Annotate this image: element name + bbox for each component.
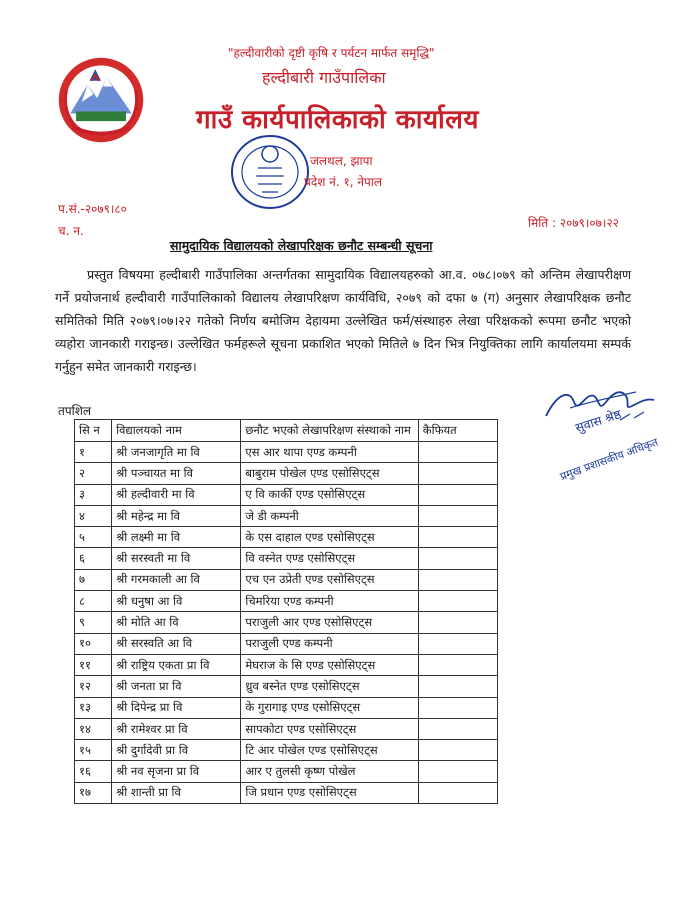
audit-firm-cell: मेघराज के सि एण्ड एसोसिएट्स [241, 654, 418, 675]
serial-cell: ८ [75, 591, 112, 612]
audit-firm-cell: के एस दाहाल एण्ड एसोसिएट्स [241, 527, 418, 548]
column-header-school: विद्यालयको नाम [112, 420, 241, 442]
school-cell: श्री राष्ट्रिय एकता प्रा वि [112, 654, 241, 675]
remarks-cell [418, 697, 497, 718]
serial-cell: ७ [75, 569, 112, 590]
address-line-2: प्रदेश नं. १, नेपाल [304, 175, 383, 189]
remarks-cell [418, 761, 497, 782]
serial-cell: १२ [75, 676, 112, 697]
table-row [75, 740, 498, 761]
auditor-selection-table [74, 419, 498, 804]
serial-cell: ९ [75, 612, 112, 633]
remarks-cell [418, 591, 497, 612]
school-cell: श्री जनता प्रा वि [112, 676, 241, 697]
dispatch-number: च. न. [58, 224, 84, 238]
remarks-cell [418, 718, 497, 739]
table-row [75, 505, 498, 526]
audit-firm-cell: टि आर पोखेल एण्ड एसोसिएट्स [241, 740, 418, 761]
audit-firm-cell: पराजुली एण्ड कम्पनी [241, 633, 418, 654]
table-row [75, 548, 498, 569]
school-cell: श्री सरस्वती मा वि [112, 548, 241, 569]
notice-body: प्रस्तुत विषयमा हल्दीबारी गाउँपालिका अन्तर्गतका सामुदायिक विद्यालयहरुको आ.व. ०७८।०७९ को अन्तिम लेखापरीक्षण गर्ने प्रयोजनार्थ हल्दीवारी गाउँपालिकाको विद्यालय लेखापरिक्षण कार्यविधि, २०७९ को दफा ७ (ग) अनुसार लेखापरिक्षक छनौट समितिको मिति २०७९।०७।२२ गतेको निर्णय बमोजिम देहायमा उल्लेखित फर्म/संस्थाहरु लेखा परिक्षकको रूपमा छनौट भएको व्यहोरा जानकारी गराइन्छ। उल्लेखित फर्महरूले सूचना प्रकाशित भएको मितिले ७ दिन भित्र नियुक्तिका लागि कार्यालयमा सम्पर्क गर्नुहुन समेत जानकारी गराइन्छ। [55, 267, 631, 374]
table-row [75, 676, 498, 697]
serial-cell: १३ [75, 697, 112, 718]
details-label: तपशिल [58, 404, 92, 418]
serial-cell: १७ [75, 782, 112, 803]
school-cell: श्री मोति आ वि [112, 612, 241, 633]
slogan-text: "हल्दीवारीको दृष्टी कृषि र पर्यटन मार्फत समृद्धि" [228, 46, 435, 60]
audit-firm-cell: जे डी कम्पनी [241, 505, 418, 526]
reference-number: प.सं.-२०७९।८० [58, 202, 127, 216]
serial-cell: ४ [75, 505, 112, 526]
remarks-cell [418, 782, 497, 803]
letter-date: मिति : २०७९।०७।२२ [528, 216, 619, 230]
remarks-cell [418, 548, 497, 569]
table-row [75, 718, 498, 739]
serial-cell: ६ [75, 548, 112, 569]
school-cell: श्री सरस्वति आ वि [112, 633, 241, 654]
serial-cell: १६ [75, 761, 112, 782]
serial-cell: १४ [75, 718, 112, 739]
serial-cell: ५ [75, 527, 112, 548]
audit-firm-cell: वि वस्नेत एण्ड एसोसिएट्स [241, 548, 418, 569]
table-row [75, 442, 498, 463]
audit-firm-cell: एस आर थापा एण्ड कम्पनी [241, 442, 418, 463]
remarks-cell [418, 463, 497, 484]
audit-firm-cell: आर ए तुलसी कृष्ण पोखेल [241, 761, 418, 782]
serial-cell: ११ [75, 654, 112, 675]
office-seal-stamp-icon [228, 132, 312, 212]
column-header-audit-firm: छनौट भएको लेखापरिक्षण संस्थाको नाम [241, 420, 418, 442]
table-row [75, 591, 498, 612]
school-cell: श्री हल्दीवारी मा वि [112, 484, 241, 505]
remarks-cell [418, 612, 497, 633]
signer-title: प्रमुख प्रशासकीय अधिकृत [558, 435, 660, 484]
school-cell: श्री धनुषा आ वि [112, 591, 241, 612]
table-row [75, 782, 498, 803]
table-header-row [75, 420, 498, 442]
signer-name: सुवास श्रेष्ठ [573, 406, 623, 436]
table-row [75, 633, 498, 654]
audit-firm-cell: एच एन उप्रेती एण्ड एसोसिएट्स [241, 569, 418, 590]
school-cell: श्री शान्ती प्रा वि [112, 782, 241, 803]
school-cell: श्री जनजागृति मा वि [112, 442, 241, 463]
school-cell: श्री दुर्गादेवी प्रा वि [112, 740, 241, 761]
table-row [75, 612, 498, 633]
serial-cell: १५ [75, 740, 112, 761]
remarks-cell [418, 442, 497, 463]
audit-firm-cell: ध्रुव बस्नेत एण्ड एसोसिएट्स [241, 676, 418, 697]
table-row [75, 463, 498, 484]
remarks-cell [418, 527, 497, 548]
table-body [75, 442, 498, 804]
serial-cell: १ [75, 442, 112, 463]
audit-firm-cell: के गुरागाइ एण्ड एसोसिएट्स [241, 697, 418, 718]
table-row [75, 654, 498, 675]
serial-cell: ३ [75, 484, 112, 505]
remarks-cell [418, 505, 497, 526]
address-line-1: जलथल, झापा [310, 154, 373, 168]
school-cell: श्री महेन्द्र मा वि [112, 505, 241, 526]
remarks-cell [418, 654, 497, 675]
column-header-serial: सि न [75, 420, 112, 442]
notice-subject: सामुदायिक विद्यालयको लेखापरिक्षक छनौट सम्बन्धी सूचना [170, 238, 433, 253]
column-header-remarks: कैफियत [418, 420, 497, 442]
org-name: हल्दीबारी गाउँपालिका [262, 68, 386, 87]
remarks-cell [418, 484, 497, 505]
remarks-cell [418, 569, 497, 590]
school-cell: श्री रामेश्वर प्रा वि [112, 718, 241, 739]
audit-firm-cell: ए वि कार्की एण्ड एसोसिएट्स [241, 484, 418, 505]
school-cell: श्री पञ्चायत मा वि [112, 463, 241, 484]
school-cell: श्री लक्ष्मी मा वि [112, 527, 241, 548]
school-cell: श्री दिपेन्द्र प्रा वि [112, 697, 241, 718]
audit-firm-cell: सापकोटा एण्ड एसोसिएट्स [241, 718, 418, 739]
table-row [75, 569, 498, 590]
audit-firm-cell: चिमरिया एण्ड कम्पनी [241, 591, 418, 612]
audit-firm-cell: जि प्रधान एण्ड एसोसिएट्स [241, 782, 418, 803]
school-cell: श्री नव सृजना प्रा वि [112, 761, 241, 782]
office-title: गाउँ कार्यपालिकाको कार्यालय [196, 105, 479, 135]
table-row [75, 527, 498, 548]
table-row [75, 484, 498, 505]
audit-firm-cell: पराजुली आर एण्ड एसोसिएट्स [241, 612, 418, 633]
nepal-emblem-icon [52, 52, 150, 148]
remarks-cell [418, 676, 497, 697]
table-row [75, 761, 498, 782]
remarks-cell [418, 633, 497, 654]
audit-firm-cell: बाबुराम पोखेल एण्ड एसोसिएट्स [241, 463, 418, 484]
serial-cell: १० [75, 633, 112, 654]
remarks-cell [418, 740, 497, 761]
serial-cell: २ [75, 463, 112, 484]
table-row [75, 697, 498, 718]
school-cell: श्री गरमकाली आ वि [112, 569, 241, 590]
